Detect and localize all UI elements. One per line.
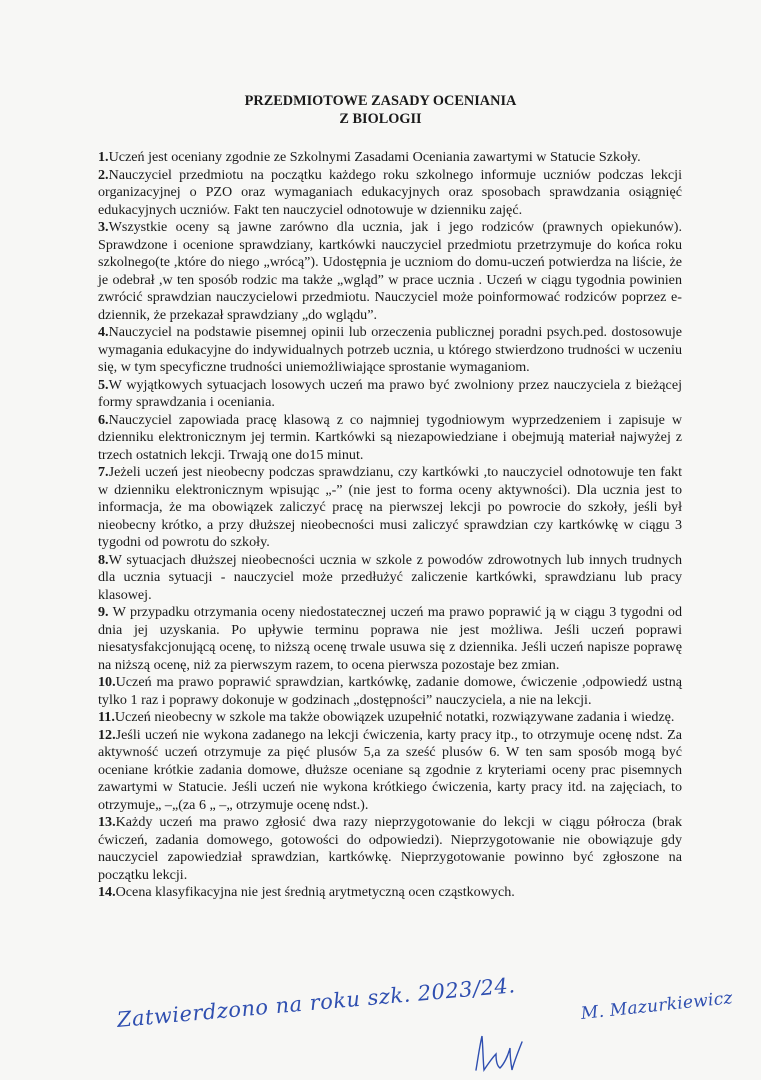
rule-number: 9. <box>98 604 109 620</box>
rule-item <box>98 167 682 220</box>
rule-number: 7. <box>98 464 109 480</box>
rule-number: 4. <box>98 324 109 340</box>
handwritten-signature: M. Mazurkiewicz <box>579 988 734 1024</box>
rule-item <box>98 324 682 377</box>
document-title: PRZEDMIOTOWE ZASADY OCENIANIA <box>244 93 517 109</box>
rule-number: 3. <box>98 219 109 235</box>
rule-text: Wszystkie oceny są jawne zarówno dla ucznia, jak i jego rodziców (prawnych opiekunów). Sprawdzone i ocenione sprawdziany, kartkówki nauczyciel przedmiotu przetrzymuje do końca roku szkolnego(te ,które do niego „wrócą”). Udostępnia je uczniom do domu-uczeń potwierdza na liście, że je odebrał ,w ten sposób rodzic ma także „wgląd” w prace ucznia . Uczeń w ciągu tygodnia powinien zwrócić sprawdzian nauczycielowi przedmiotu. Nauczyciel może poinformować rodziców poprzez e-dziennik, że przekazał sprawdziany „do wglądu”. <box>98 219 682 323</box>
rule-text: W wyjątkowych sytuacjach losowych uczeń ma prawo być zwolniony przez nauczyciela z bieżącej formy sprawdzania i oceniania. <box>98 376 682 410</box>
rule-item <box>98 149 682 167</box>
rule-number: 11. <box>98 709 115 725</box>
rule-text: Nauczyciel zapowiada pracę klasową z co najmniej tygodniowym wyprzedzeniem i zapisuje w dzienniku elektronicznym jej termin. Kartkówki są niezapowiedziane i obejmują materiał najwyżej z trzech ostatnich lekcji. Trwają one do15 minut. <box>98 411 682 463</box>
rule-text: Nauczyciel na podstawie pisemnej opinii lub orzeczenia publicznej poradni psych.ped. dostosowuje wymagania edukacyjne do indywidualnych potrzeb ucznia, u którego stwierdzono trudności w uczeniu się, w tym specyficzne trudności uniemożliwiające sprostanie wymaganiom. <box>98 324 682 375</box>
rule-number: 2. <box>98 166 109 183</box>
rule-text: Jeśli uczeń nie wykona zadanego na lekcji ćwiczenia, karty pracy itp., to otrzymuje ocenę ndst. Za aktywność uczeń otrzymuje za pięć plusów 5,a za sześć plusów 6. W ten sam sposób mogą być oceniane krótkie zadania domowe, dłuższe oceniane są zgodnie z kryteriami oceny prac pisemnych zawartymi w Statucie. Jeśli uczeń nie wykona krótkiego ćwiczenia, karty pracy itd. na zajęciach, to otrzymuje„ –„(za 6 „ –„ otrzymuje ocenę ndst.). <box>98 726 682 813</box>
rule-item <box>98 814 682 884</box>
rule-text: Uczeń ma prawo poprawić sprawdzian, kartkówkę, zadanie domowe, ćwiczenie ,odpowiedź ustną tylko 1 raz i poprawy dokonuje w godzinach „dostępności” nauczyciela, a nie na lekcji. <box>98 674 682 708</box>
rule-item <box>98 674 682 709</box>
rule-text: W sytuacjach dłuższej nieobecności ucznia w szkole z powodów zdrowotnych lub innych trudnych dla ucznia sytuacji - nauczyciel może przedłużyć zaliczenie kartkówki, sprawdzianu lub pracy klasowej. <box>98 551 682 603</box>
rule-number: 5. <box>98 376 109 393</box>
signature-scribble-stroke <box>476 1036 522 1070</box>
rule-number: 8. <box>98 551 109 568</box>
rule-number: 13. <box>98 814 116 830</box>
rule-text: Każdy uczeń ma prawo zgłosić dwa razy nieprzygotowanie do lekcji w ciągu półrocza (brak ćwiczeń, zadania domowego, gotowości do odpowiedzi). Nieprzygotowanie nie obowiązuje gdy nauczyciel zapowiedział sprawdzian, kartkówkę. Nieprzygotowanie powinno być zgłoszone na początku lekcji. <box>98 814 682 883</box>
rule-text: Ocena klasyfikacyjna nie jest średnią arytmetyczną ocen cząstkowych. <box>115 884 515 900</box>
rule-item <box>98 412 682 465</box>
rule-item <box>98 552 682 605</box>
rule-number: 6. <box>98 411 109 428</box>
document-subtitle: Z BIOLOGII <box>339 111 422 127</box>
rule-item <box>98 709 682 727</box>
signature-scribble <box>470 1030 530 1074</box>
rule-text: W przypadku otrzymania oceny niedostatecznej uczeń ma prawo poprawić ją w ciągu 3 tygodni od dnia jej uzyskania. Po upływie terminu poprawa nie jest możliwa. Jeśli uczeń poprawi niesatysfakcjonującą ocenę, to niższą ocenę trwale usuwa się z dziennika. Jeśli uczeń napisze poprawę na niższą ocenę, niż za pierwszym razem, to ocena pierwsza pozostaje bez zmian. <box>98 604 682 673</box>
rule-text: Jeżeli uczeń jest nieobecny podczas sprawdzianu, czy kartkówki ,to nauczyciel odnotowuje ten fakt w dzienniku elektronicznym wpisując „-” (nie jest to forma oceny aktywności). Dla ucznia jest to informacja, że ma obowiązek zaliczyć pracę na pierwszej lekcji po powrocie do szkoły, jeśli był nieobecny krótko, a przy dłuższej nieobecności musi zaliczyć sprawdzian czy kartkówkę w ciągu 3 tygodni od powrotu do szkoły. <box>98 464 682 550</box>
rule-number: 12. <box>98 726 116 743</box>
rule-text: Uczeń jest oceniany zgodnie ze Szkolnymi Zasadami Oceniania zawartymi w Statucie Szkoły. <box>108 149 641 165</box>
rule-item <box>98 219 682 324</box>
rule-item <box>98 464 682 552</box>
rule-text: Nauczyciel przedmiotu na początku każdego roku szkolnego informuje uczniów podczas lekcji organizacyjnej o PZO oraz wymaganiach edukacyjnych oraz sposobach sprawdzania osiągnięć edukacyjnych uczniów. Fakt ten nauczyciel odnotowuje w dzienniku zajęć. <box>98 166 682 218</box>
rule-item <box>98 727 682 815</box>
rule-number: 1. <box>98 149 109 165</box>
rule-text: Uczeń nieobecny w szkole ma także obowiązek uzupełnić notatki, rozwiązywane zadania i wiedzę. <box>114 709 675 725</box>
rules-list <box>98 149 682 902</box>
handwritten-approval-note: Zatwierdzono na roku szk. 2023/24. <box>115 973 517 1032</box>
rule-item <box>98 604 682 674</box>
rule-item <box>98 377 682 412</box>
rule-number: 10. <box>98 674 116 690</box>
rule-number: 14. <box>98 884 116 900</box>
rule-item <box>98 884 682 902</box>
